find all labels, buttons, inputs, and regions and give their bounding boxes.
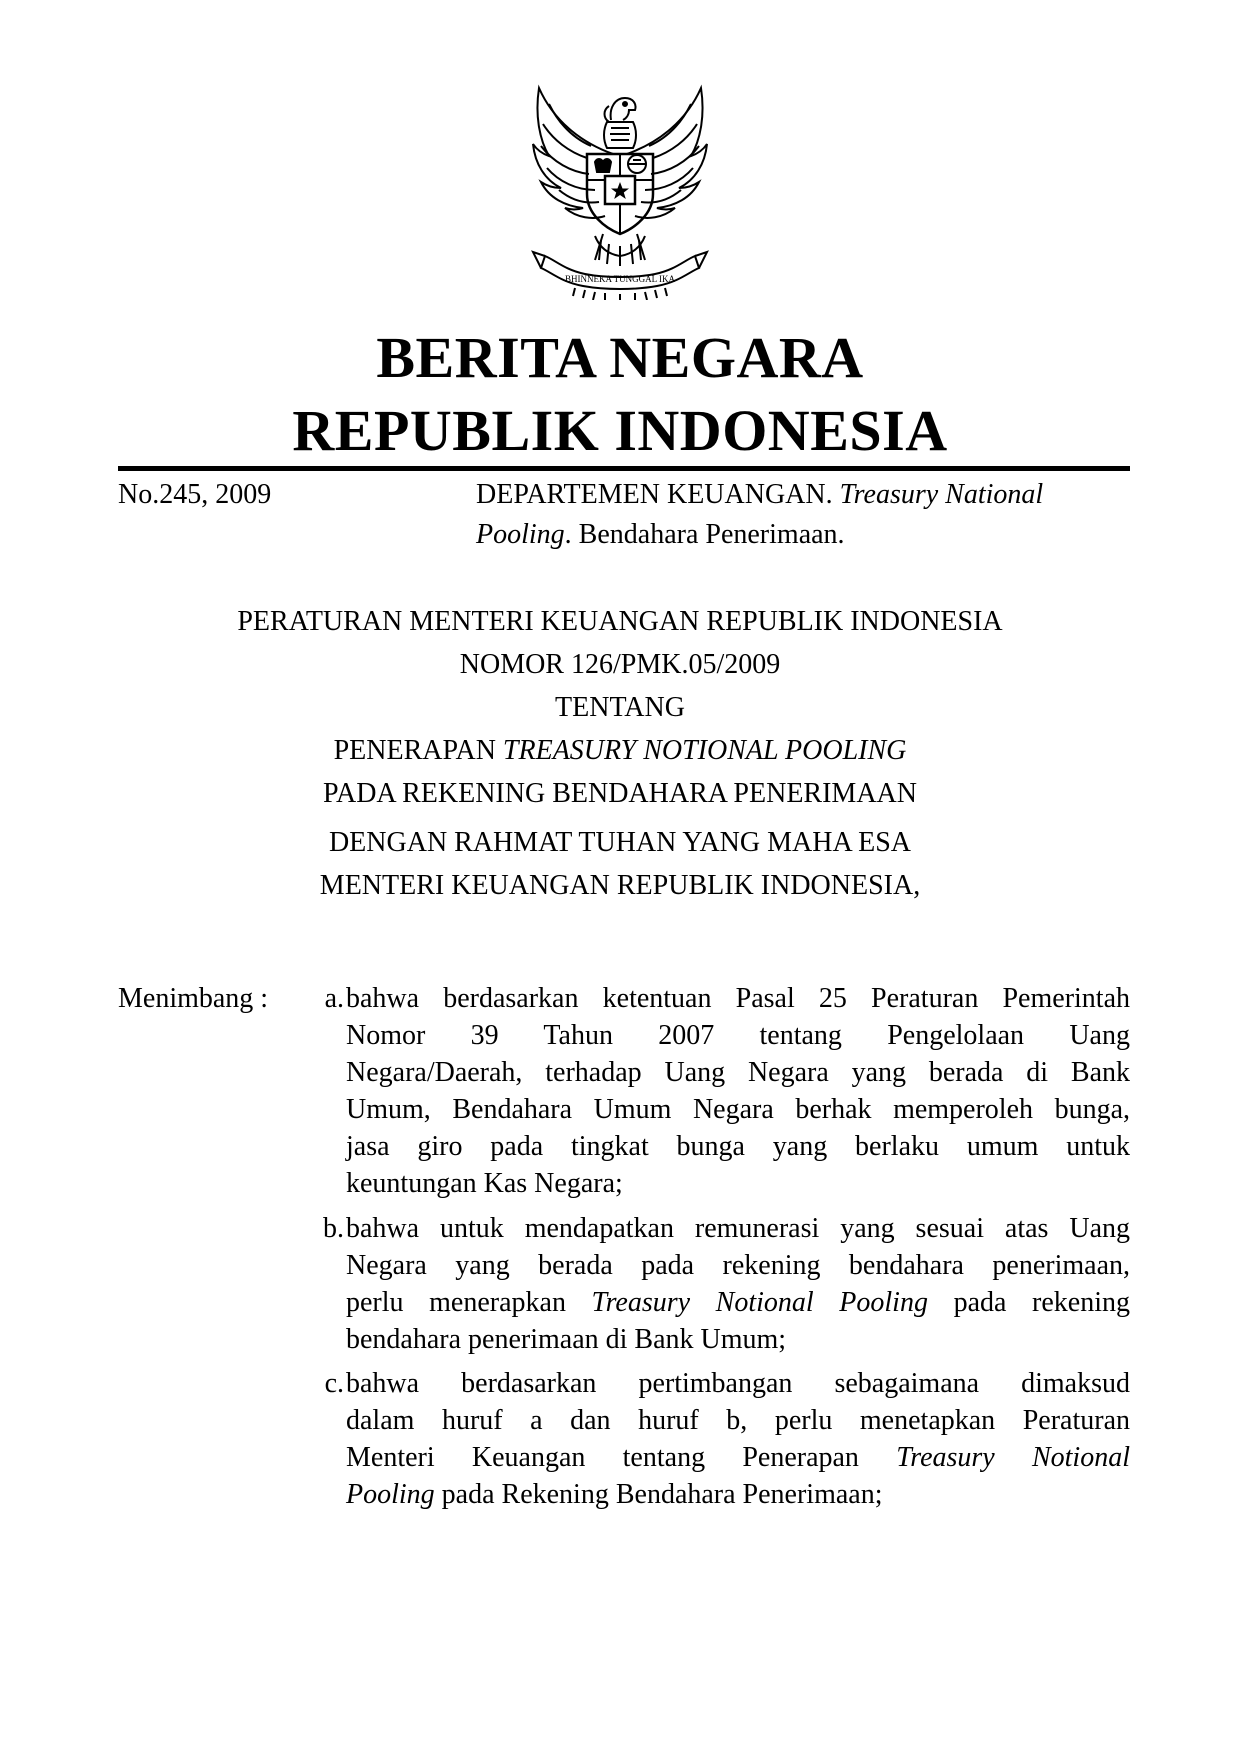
considerations-label: Menimbang :	[118, 983, 269, 1014]
text-line: bahwa berdasarkan ketentuan Pasal 25 Peraturan Pemerintah	[346, 983, 1130, 1014]
issue-description	[476, 475, 1130, 555]
text-line: jasa giro pada tingkat bunga yang berlaku umum untuk	[346, 1131, 1130, 1162]
consideration-text	[346, 980, 1130, 1202]
text-line: bendahara penerimaan di Bank Umum;	[346, 1324, 787, 1355]
garuda-pancasila-emblem	[525, 84, 715, 300]
issue-topic-italic-2: Pooling	[476, 519, 565, 550]
regulation-about: TENTANG	[555, 692, 685, 723]
regulation-subject-line1	[0, 729, 1240, 772]
text-segment-italic: Treasury Notional	[896, 1442, 1130, 1473]
text-line	[346, 1284, 1130, 1321]
consideration-text	[346, 1210, 1130, 1358]
issue-topic-italic-1: Treasury National	[839, 479, 1044, 510]
regulation-subject-line2: PADA REKENING BENDAHARA PENERIMAAN	[322, 778, 917, 809]
consideration-text	[346, 1365, 1130, 1513]
text-line: Nomor 39 Tahun 2007 tentang Pengelolaan Uang	[346, 1020, 1130, 1051]
regulation-title: PERATURAN MENTERI KEUANGAN REPUBLIK INDONESIA	[237, 606, 1003, 637]
text-segment: pada rekening	[927, 1287, 1130, 1318]
masthead-divider	[118, 466, 1130, 471]
masthead-title-line2: REPUBLIK INDONESIA	[292, 398, 948, 463]
invocation: DENGAN RAHMAT TUHAN YANG MAHA ESA	[328, 827, 912, 858]
regulation-subject-prefix: PENERAPAN	[333, 735, 503, 766]
issue-number: No.245, 2009	[118, 479, 272, 510]
regulation-header	[0, 600, 1240, 907]
regulation-subject-italic: TREASURY NOTIONAL POOLING	[502, 735, 907, 766]
issue-topic-rest: . Bendahara Penerimaan.	[564, 519, 845, 550]
text-segment: pada Rekening Bendahara Penerimaan;	[434, 1479, 883, 1510]
issue-department: DEPARTEMEN KEUANGAN.	[476, 479, 833, 510]
text-line: bahwa berdasarkan pertimbangan sebagaimana dimaksud	[346, 1368, 1130, 1399]
text-segment-italic: Treasury Notional Pooling	[591, 1287, 928, 1318]
masthead-title-line1: BERITA NEGARA	[376, 325, 864, 390]
text-segment-italic: Pooling	[346, 1479, 435, 1510]
text-line: Umum, Bendahara Umum Negara berhak memperoleh bunga,	[346, 1094, 1130, 1125]
issuer: MENTERI KEUANGAN REPUBLIK INDONESIA,	[319, 870, 921, 901]
text-line: keuntungan Kas Negara;	[346, 1168, 623, 1199]
text-line	[346, 1476, 1130, 1513]
emblem-motto: BHINNEKA TUNGGAL IKA	[565, 274, 675, 284]
text-line: Negara/Daerah, terhadap Uang Negara yang berada di Bank	[346, 1057, 1130, 1088]
consideration-marker: a.	[324, 983, 344, 1014]
text-segment: Menteri Keuangan tentang Penerapan	[346, 1442, 897, 1473]
consideration-marker: c.	[324, 1368, 344, 1399]
text-line: bahwa untuk mendapatkan remunerasi yang sesuai atas Uang	[346, 1213, 1130, 1244]
text-line: Negara yang berada pada rekening bendahara penerimaan,	[346, 1250, 1130, 1281]
text-line	[346, 1439, 1130, 1476]
text-line: dalam huruf a dan huruf b, perlu menetapkan Peraturan	[346, 1405, 1130, 1436]
text-segment: perlu menerapkan	[346, 1287, 592, 1318]
regulation-number: NOMOR 126/PMK.05/2009	[459, 649, 781, 680]
consideration-marker: b.	[323, 1213, 344, 1244]
